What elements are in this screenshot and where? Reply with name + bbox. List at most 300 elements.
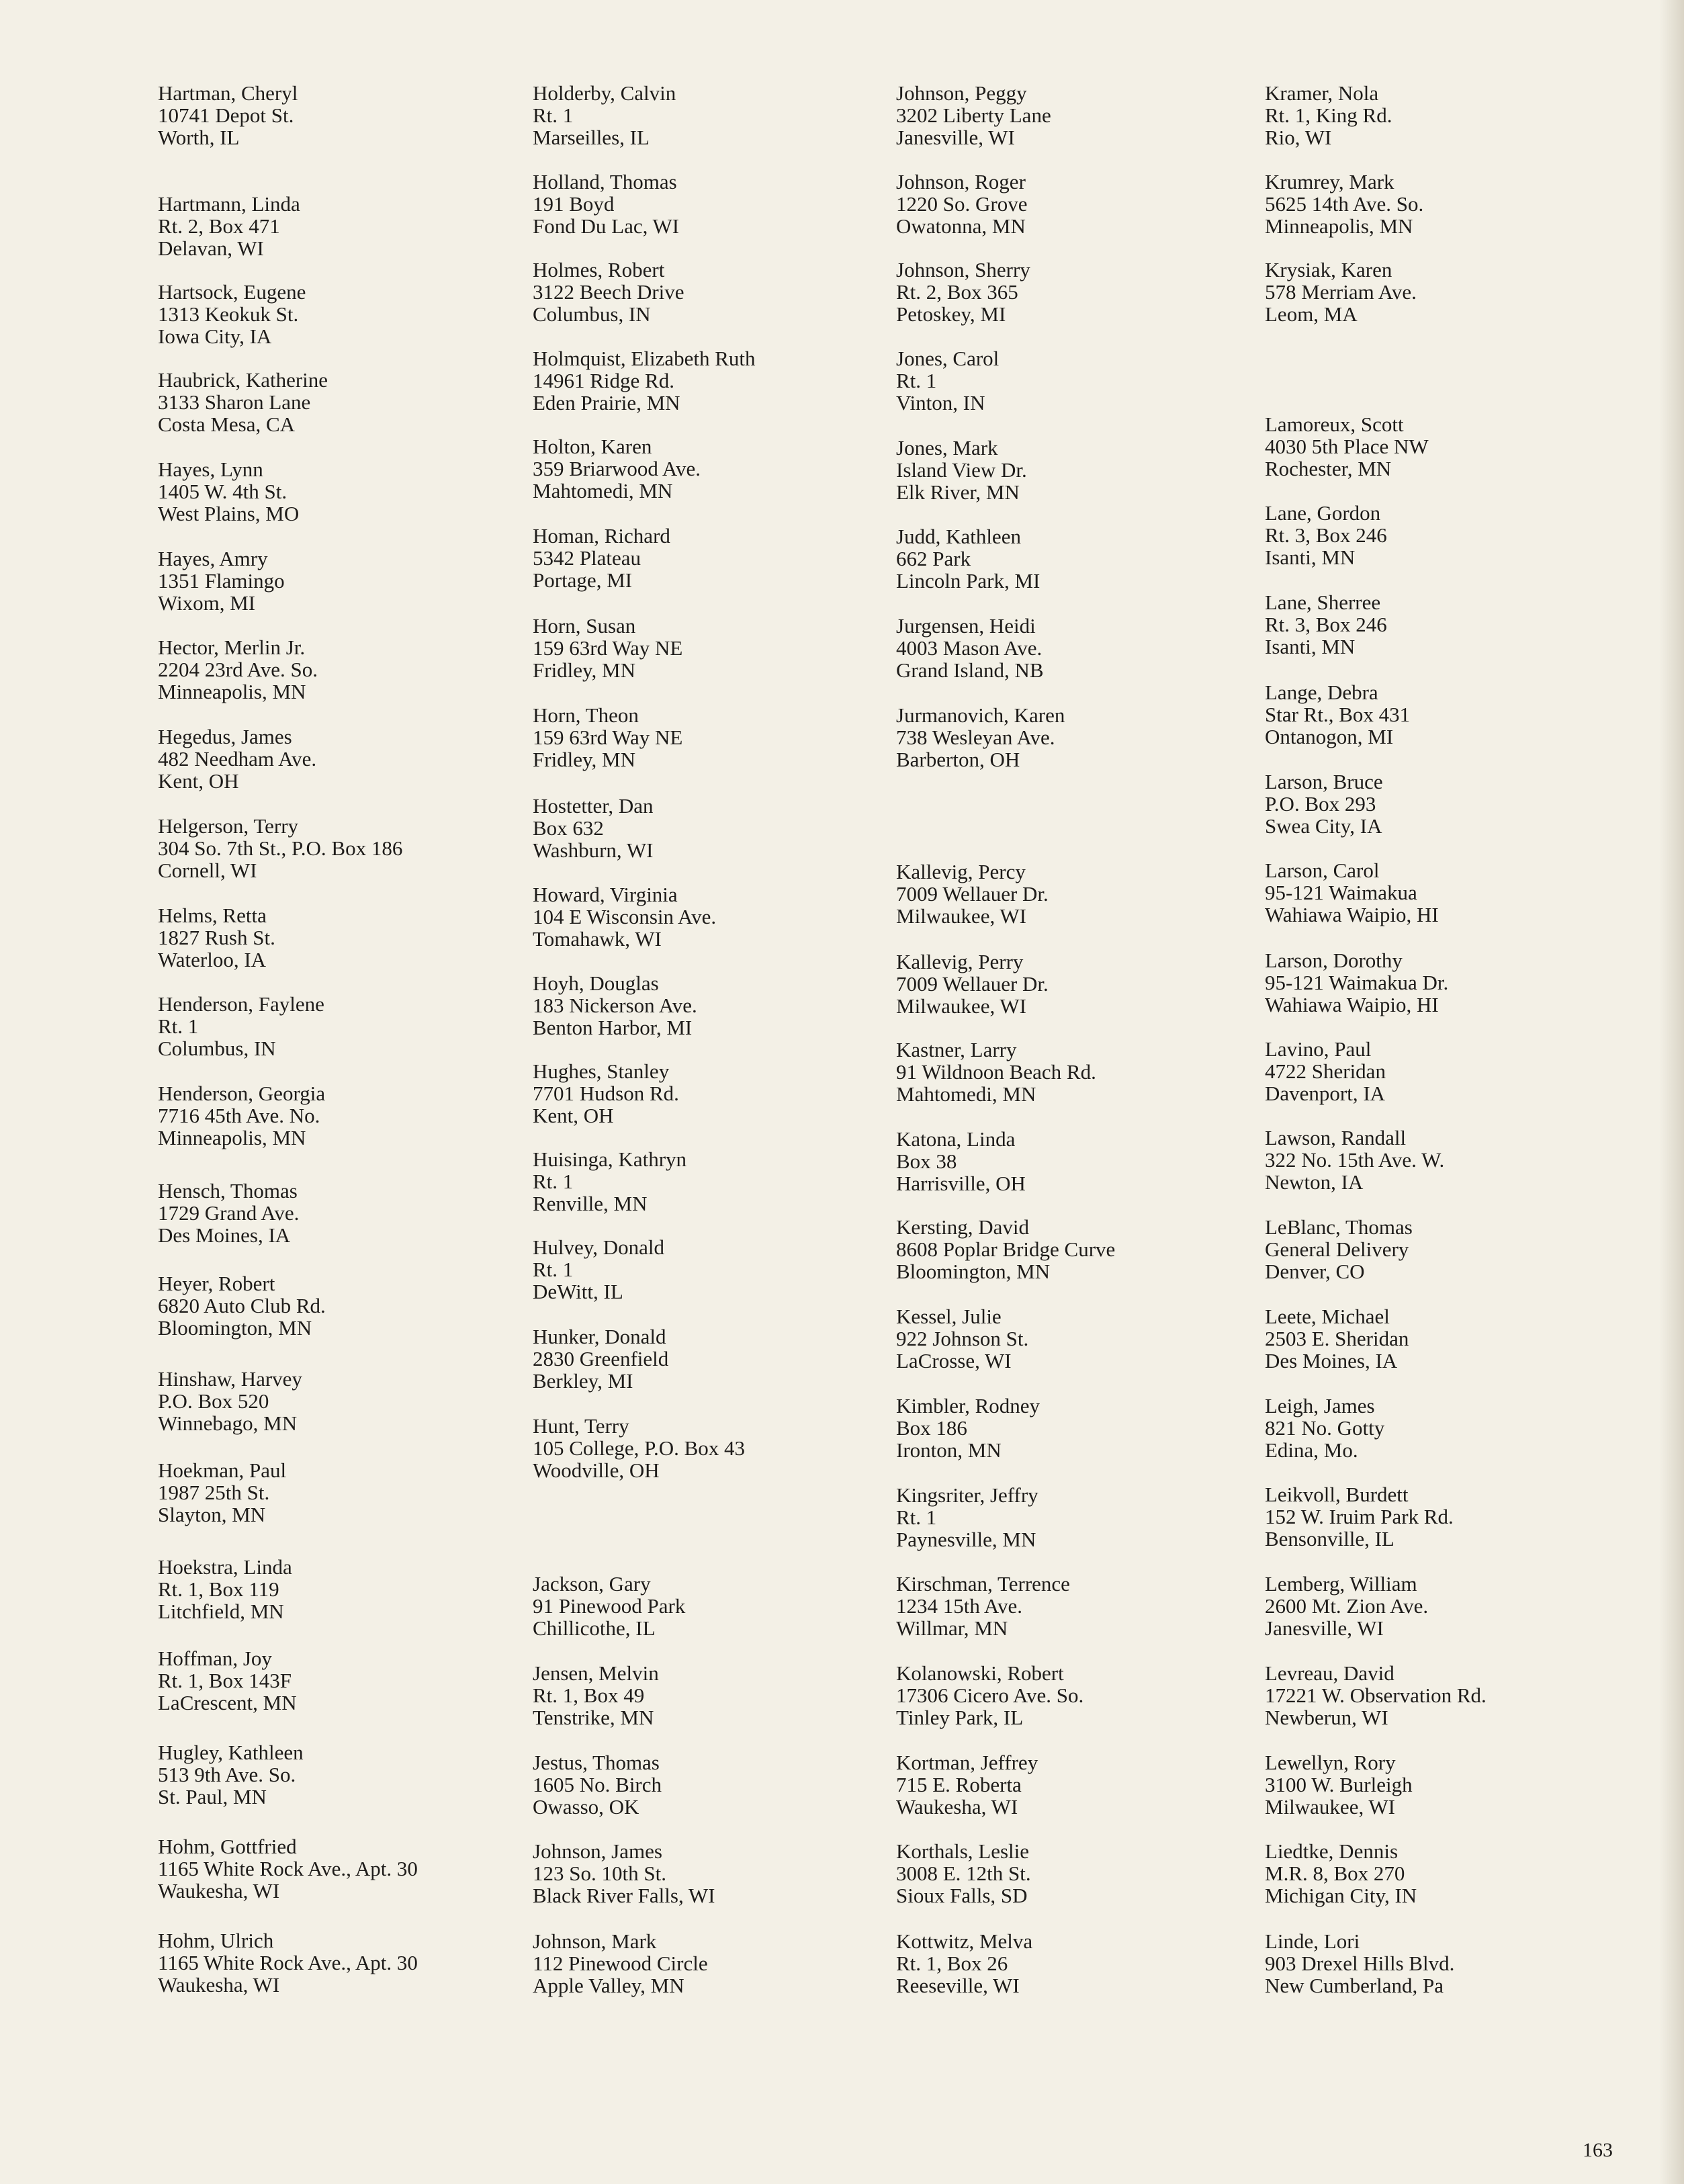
directory-entry <box>158 548 285 614</box>
entry-name: Hulvey, Donald <box>533 1235 665 1259</box>
directory-entry <box>896 82 1051 148</box>
entry-name: Kirschman, Terrence <box>896 1572 1070 1596</box>
entry-address: 922 Johnson St. <box>896 1327 1029 1350</box>
entry-name: Kersting, David <box>896 1215 1030 1239</box>
entry-address: 322 No. 15th Ave. W. <box>1265 1148 1445 1172</box>
entry-address: Rt. 3, Box 246 <box>1265 613 1387 636</box>
entry-city-state: Paynesville, MN <box>896 1528 1036 1551</box>
directory-entry <box>158 904 275 971</box>
entry-name: Howard, Virginia <box>533 883 678 906</box>
entry-name: Jurgensen, Heidi <box>896 614 1036 638</box>
entry-address: 123 So. 10th St. <box>533 1862 666 1885</box>
entry-city-state: St. Paul, MN <box>158 1785 267 1808</box>
entry-address: 1987 25th St. <box>158 1481 270 1504</box>
entry-address: 1165 White Rock Ave., Apt. 30 <box>158 1951 418 1974</box>
entry-address: 4003 Mason Ave. <box>896 636 1043 660</box>
entry-address: General Delivery <box>1265 1237 1409 1261</box>
directory-entry <box>158 1929 418 1996</box>
directory-entry <box>158 1180 299 1246</box>
entry-address: 7009 Wellauer Dr. <box>896 882 1049 906</box>
directory-entry <box>896 1305 1028 1372</box>
entry-city-state: Isanti, MN <box>1265 545 1356 569</box>
entry-city-state: Edina, Mo. <box>1265 1438 1358 1462</box>
entry-name: Kolanowski, Robert <box>896 1661 1064 1685</box>
entry-name: Helgerson, Terry <box>158 814 299 838</box>
entry-address: 10741 Depot St. <box>158 103 294 127</box>
entry-city-state: Willmar, MN <box>896 1616 1008 1640</box>
entry-name: Johnson, James <box>533 1839 662 1863</box>
entry-city-state: New Cumberland, Pa <box>1265 1974 1444 1997</box>
entry-address: Box 38 <box>896 1149 957 1173</box>
directory-entry <box>533 1325 668 1392</box>
directory-entry <box>533 435 701 502</box>
entry-city-state: Fridley, MN <box>533 748 635 771</box>
entry-address: Rt. 1 <box>896 369 937 392</box>
directory-entry <box>1265 1930 1454 1997</box>
entry-city-state: Benton Harbor, MI <box>533 1016 693 1039</box>
entry-address: 1220 So. Grove <box>896 192 1028 216</box>
entry-address: Rt. 3, Box 246 <box>1265 523 1387 547</box>
page-number: 163 <box>1583 2139 1613 2161</box>
directory-column-1 <box>158 0 534 2184</box>
entry-city-state: Newberun, WI <box>1265 1706 1388 1729</box>
entry-name: Johnson, Mark <box>533 1929 657 1953</box>
entry-name: Hayes, Amry <box>158 547 268 570</box>
directory-entry <box>1265 413 1429 480</box>
entry-name: Hoekstra, Linda <box>158 1555 292 1579</box>
entry-name: Leigh, James <box>1265 1394 1375 1417</box>
entry-address: 1827 Rush St. <box>158 926 275 949</box>
directory-entry <box>158 1272 326 1339</box>
directory-entry <box>896 704 1065 771</box>
entry-name: Leikvoll, Burdett <box>1265 1483 1409 1506</box>
entry-name: Jones, Mark <box>896 436 998 460</box>
entry-city-state: Black River Falls, WI <box>533 1884 715 1907</box>
directory-entry <box>896 615 1044 681</box>
directory-entry <box>158 458 299 525</box>
entry-address: Rt. 1 <box>533 1170 574 1193</box>
directory-entry <box>158 993 324 1059</box>
entry-name: Hensch, Thomas <box>158 1179 298 1203</box>
entry-name: Korthals, Leslie <box>896 1839 1030 1863</box>
entry-name: Hegedus, James <box>158 725 292 748</box>
entry-city-state: Ironton, MN <box>896 1438 1002 1462</box>
entry-address: Rt. 1, King Rd. <box>1265 103 1392 127</box>
directory-entry <box>1265 1573 1428 1639</box>
entry-address: Rt. 1, Box 26 <box>896 1952 1008 1975</box>
entry-name: Hoyh, Douglas <box>533 971 659 995</box>
directory-entry <box>533 1930 708 1997</box>
entry-city-state: Bloomington, MN <box>158 1316 312 1340</box>
directory-entry <box>533 1840 715 1907</box>
entry-address: 821 No. Gotty <box>1265 1416 1385 1440</box>
directory-entry <box>1265 949 1448 1016</box>
entry-address: Box 186 <box>896 1416 967 1440</box>
directory-entry <box>1265 1216 1413 1282</box>
entry-city-state: Columbus, IN <box>158 1037 276 1060</box>
directory-entry <box>158 726 316 792</box>
entry-address: 17221 W. Observation Rd. <box>1265 1684 1487 1707</box>
entry-city-state: Chillicothe, IL <box>533 1616 656 1640</box>
entry-city-state: Minneapolis, MN <box>158 680 306 703</box>
entry-name: Krysiak, Karen <box>1265 258 1392 281</box>
directory-entry <box>896 1395 1040 1461</box>
entry-city-state: Washburn, WI <box>533 838 654 862</box>
entry-name: Horn, Theon <box>533 703 639 727</box>
entry-address: 1351 Flamingo <box>158 569 285 593</box>
entry-name: Hohm, Gottfried <box>158 1835 297 1858</box>
directory-entry <box>896 1128 1026 1194</box>
entry-name: Jackson, Gary <box>533 1572 651 1596</box>
directory-entry <box>896 1930 1032 1997</box>
entry-address: P.O. Box 520 <box>158 1389 269 1413</box>
directory-entry <box>1265 681 1410 748</box>
entry-name: Larson, Bruce <box>1265 770 1383 793</box>
entry-city-state: LaCrosse, WI <box>896 1349 1012 1372</box>
entry-city-state: Winnebago, MN <box>158 1411 298 1435</box>
entry-address: 715 E. Roberta <box>896 1773 1022 1796</box>
entry-city-state: Waukesha, WI <box>158 1973 280 1997</box>
entry-city-state: Janesville, WI <box>896 126 1015 149</box>
entry-city-state: Michigan City, IN <box>1265 1884 1417 1907</box>
entry-city-state: Costa Mesa, CA <box>158 412 296 436</box>
entry-city-state: Barberton, OH <box>896 748 1020 771</box>
entry-name: Lange, Debra <box>1265 681 1378 704</box>
entry-address: 4722 Sheridan <box>1265 1059 1386 1083</box>
entry-name: Hostetter, Dan <box>533 794 654 818</box>
entry-city-state: Cornell, WI <box>158 859 257 882</box>
entry-name: Johnson, Roger <box>896 170 1026 193</box>
entry-address: 1405 W. 4th St. <box>158 480 287 503</box>
entry-address: Rt. 1, Box 49 <box>533 1684 645 1707</box>
entry-address: 112 Pinewood Circle <box>533 1952 708 1975</box>
directory-entry <box>1265 1483 1454 1550</box>
entry-city-state: Harrisville, OH <box>896 1172 1026 1195</box>
directory-entry <box>1265 1840 1417 1907</box>
entry-address: Rt. 1, Box 143F <box>158 1669 292 1692</box>
entry-address: 7009 Wellauer Dr. <box>896 972 1049 996</box>
entry-city-state: Woodville, OH <box>533 1458 660 1482</box>
entry-address: 3100 W. Burleigh <box>1265 1773 1413 1796</box>
entry-name: Holmquist, Elizabeth Ruth <box>533 347 756 370</box>
entry-address: 2503 E. Sheridan <box>1265 1327 1409 1350</box>
entry-name: Lane, Sherree <box>1265 591 1381 614</box>
entry-city-state: Petoskey, MI <box>896 302 1006 326</box>
directory-entry <box>896 525 1040 592</box>
entry-name: Holderby, Calvin <box>533 81 676 105</box>
entry-city-state: Minneapolis, MN <box>1265 214 1413 238</box>
directory-entry <box>158 1741 304 1808</box>
entry-name: Kallevig, Percy <box>896 860 1026 883</box>
directory-entry <box>1265 1751 1413 1818</box>
directory-column-3 <box>896 0 1272 2184</box>
entry-city-state: Apple Valley, MN <box>533 1974 684 1997</box>
directory-entry <box>158 1556 292 1622</box>
directory-entry <box>1265 1127 1444 1193</box>
entry-city-state: Bensonville, IL <box>1265 1527 1394 1550</box>
entry-city-state: Kent, OH <box>158 769 239 793</box>
entry-address: 513 9th Ave. So. <box>158 1763 296 1786</box>
directory-entry <box>158 1082 325 1149</box>
entry-address: Rt. 1 <box>896 1505 937 1529</box>
entry-address: 91 Pinewood Park <box>533 1594 686 1618</box>
entry-name: Holmes, Robert <box>533 258 665 281</box>
entry-name: Katona, Linda <box>896 1127 1016 1151</box>
entry-address: 104 E Wisconsin Ave. <box>533 905 717 928</box>
entry-name: Larson, Dorothy <box>1265 949 1403 972</box>
entry-name: Huisinga, Kathryn <box>533 1147 687 1171</box>
entry-city-state: Columbus, IN <box>533 302 651 326</box>
entry-name: Kortman, Jeffrey <box>896 1751 1038 1774</box>
entry-address: Rt. 2, Box 471 <box>158 214 280 238</box>
directory-entry <box>1265 1395 1384 1461</box>
entry-name: Johnson, Peggy <box>896 81 1027 105</box>
entry-address: 5625 14th Ave. So. <box>1265 192 1424 216</box>
entry-address: Rt. 1, Box 119 <box>158 1577 279 1601</box>
entry-address: 482 Needham Ave. <box>158 747 317 771</box>
entry-city-state: Owatonna, MN <box>896 214 1026 238</box>
entry-address: Rt. 1 <box>158 1014 199 1038</box>
entry-name: Kimbler, Rodney <box>896 1394 1040 1417</box>
entry-address: 105 College, P.O. Box 43 <box>533 1436 746 1460</box>
directory-entry <box>158 369 328 435</box>
entry-address: 91 Wildnoon Beach Rd. <box>896 1060 1096 1084</box>
entry-city-state: Grand Island, NB <box>896 658 1044 682</box>
entry-city-state: Iowa City, IA <box>158 324 272 348</box>
entry-name: Helms, Retta <box>158 904 267 927</box>
entry-city-state: Elk River, MN <box>896 480 1020 504</box>
directory-entry <box>1265 1662 1487 1729</box>
entry-name: LeBlanc, Thomas <box>1265 1215 1413 1239</box>
directory-entry <box>533 972 697 1039</box>
entry-name: Krumrey, Mark <box>1265 170 1394 193</box>
directory-entry <box>896 1484 1038 1550</box>
entry-city-state: Mahtomedi, MN <box>896 1082 1036 1106</box>
entry-city-state: Kent, OH <box>533 1104 614 1127</box>
entry-name: Lewellyn, Rory <box>1265 1751 1396 1774</box>
entry-address: Rt. 1 <box>533 1258 574 1281</box>
directory-entry <box>1265 502 1387 568</box>
entry-name: Hugley, Kathleen <box>158 1741 304 1764</box>
entry-address: Star Rt., Box 431 <box>1265 703 1411 726</box>
entry-city-state: Janesville, WI <box>1265 1616 1384 1640</box>
directory-entry <box>533 1415 745 1481</box>
entry-name: Kallevig, Perry <box>896 950 1024 973</box>
entry-name: Haubrick, Katherine <box>158 368 328 392</box>
entry-name: Linde, Lori <box>1265 1929 1360 1953</box>
directory-entry <box>158 193 300 259</box>
entry-address: 3122 Beech Drive <box>533 280 684 304</box>
directory-entry <box>1265 591 1387 658</box>
entry-city-state: Bloomington, MN <box>896 1260 1051 1283</box>
entry-city-state: Lincoln Park, MI <box>896 569 1040 593</box>
entry-name: Henderson, Georgia <box>158 1082 326 1105</box>
directory-entry <box>533 1236 664 1303</box>
entry-city-state: Minneapolis, MN <box>158 1126 306 1149</box>
directory-entry <box>896 951 1049 1017</box>
entry-address: 14961 Ridge Rd. <box>533 369 674 392</box>
entry-city-state: Vinton, IN <box>896 391 985 414</box>
entry-city-state: West Plains, MO <box>158 502 300 525</box>
entry-name: Heyer, Robert <box>158 1272 275 1295</box>
entry-address: 152 W. Iruim Park Rd. <box>1265 1505 1454 1528</box>
entry-name: Kramer, Nola <box>1265 81 1379 105</box>
entry-address: 4030 5th Place NW <box>1265 435 1429 458</box>
entry-address: 1234 15th Ave. <box>896 1594 1022 1618</box>
entry-name: Liedtke, Dennis <box>1265 1839 1399 1863</box>
entry-address: 3202 Liberty Lane <box>896 103 1051 127</box>
entry-name: Leete, Michael <box>1265 1305 1390 1328</box>
entry-address: Rt. 2, Box 365 <box>896 280 1018 304</box>
directory-entry <box>896 861 1049 927</box>
entry-address: 359 Briarwood Ave. <box>533 457 701 480</box>
entry-city-state: Ontanogon, MI <box>1265 725 1394 748</box>
entry-name: Lavino, Paul <box>1265 1037 1372 1061</box>
entry-address: 3133 Sharon Lane <box>158 390 311 414</box>
directory-entry <box>158 1647 297 1714</box>
directory-entry <box>896 1751 1038 1818</box>
entry-address: 1729 Grand Ave. <box>158 1201 300 1225</box>
entry-city-state: Isanti, MN <box>1265 635 1356 658</box>
directory-entry <box>896 1216 1115 1282</box>
entry-city-state: Fridley, MN <box>533 658 635 682</box>
entry-city-state: Delavan, WI <box>158 236 264 260</box>
directory-entry <box>1265 1038 1386 1104</box>
entry-name: Hinshaw, Harvey <box>158 1367 302 1391</box>
directory-entry <box>158 82 298 148</box>
directory-entry <box>1265 771 1383 837</box>
entry-address: 578 Merriam Ave. <box>1265 280 1417 304</box>
directory-entry <box>1265 82 1392 148</box>
directory-entry <box>533 704 682 771</box>
directory-entry <box>533 525 670 591</box>
entry-city-state: Berkley, MI <box>533 1369 633 1393</box>
entry-name: Lawson, Randall <box>1265 1126 1407 1149</box>
directory-entry <box>533 347 756 414</box>
directory-entry <box>1265 859 1439 926</box>
entry-city-state: Renville, MN <box>533 1192 648 1215</box>
entry-address: 304 So. 7th St., P.O. Box 186 <box>158 836 403 860</box>
directory-entry <box>158 1835 418 1902</box>
entry-address: 1313 Keokuk St. <box>158 302 299 326</box>
entry-city-state: Slayton, MN <box>158 1503 266 1526</box>
entry-city-state: Milwaukee, WI <box>1265 1795 1395 1819</box>
entry-name: Lemberg, William <box>1265 1572 1417 1596</box>
directory-entry <box>896 437 1027 503</box>
directory-entry <box>896 1840 1031 1907</box>
entry-name: Hartmann, Linda <box>158 192 300 216</box>
entry-name: Hunt, Terry <box>533 1414 629 1438</box>
entry-name: Homan, Richard <box>533 524 670 548</box>
entry-city-state: Owasso, OK <box>533 1795 639 1819</box>
directory-entry <box>533 259 684 325</box>
entry-address: 2830 Greenfield <box>533 1347 669 1370</box>
directory-entry <box>1265 1305 1409 1372</box>
entry-city-state: Eden Prairie, MN <box>533 391 680 414</box>
entry-address: 159 63rd Way NE <box>533 636 683 660</box>
entry-city-state: Marseilles, IL <box>533 126 650 149</box>
directory-entry <box>158 1368 302 1434</box>
entry-city-state: Worth, IL <box>158 126 240 149</box>
entry-address: 95-121 Waimakua Dr. <box>1265 971 1449 994</box>
entry-city-state: Tomahawk, WI <box>533 927 662 951</box>
entry-name: Kottwitz, Melva <box>896 1929 1033 1953</box>
entry-name: Hartman, Cheryl <box>158 81 298 105</box>
entry-city-state: Rio, WI <box>1265 126 1332 149</box>
entry-name: Levreau, David <box>1265 1661 1394 1685</box>
directory-entry <box>896 171 1027 237</box>
directory-entry <box>158 281 306 347</box>
entry-city-state: DeWitt, IL <box>533 1280 623 1303</box>
entry-city-state: Waukesha, WI <box>158 1879 280 1903</box>
entry-address: 1165 White Rock Ave., Apt. 30 <box>158 1857 418 1880</box>
directory-column-2 <box>533 0 909 2184</box>
entry-city-state: Milwaukee, WI <box>896 904 1026 928</box>
entry-name: Horn, Susan <box>533 614 636 638</box>
entry-address: 5342 Plateau <box>533 546 641 570</box>
entry-address: 3008 E. 12th St. <box>896 1862 1031 1885</box>
entry-city-state: Waterloo, IA <box>158 948 267 971</box>
entry-city-state: Portage, MI <box>533 568 633 592</box>
entry-city-state: Wahiawa Waipio, HI <box>1265 903 1439 926</box>
entry-address: 183 Nickerson Ave. <box>533 994 697 1017</box>
entry-name: Hector, Merlin Jr. <box>158 636 306 659</box>
entry-name: Hughes, Stanley <box>533 1059 670 1083</box>
entry-name: Kastner, Larry <box>896 1038 1017 1061</box>
entry-city-state: Fond Du Lac, WI <box>533 214 680 238</box>
directory-entry <box>533 171 679 237</box>
entry-address: 17306 Cicero Ave. So. <box>896 1684 1084 1707</box>
entry-address: 662 Park <box>896 547 971 570</box>
entry-name: Jestus, Thomas <box>533 1751 660 1774</box>
directory-column-4 <box>1265 0 1641 2184</box>
entry-city-state: LaCrescent, MN <box>158 1691 297 1714</box>
directory-entry <box>896 347 999 414</box>
entry-city-state: Newton, IA <box>1265 1170 1364 1194</box>
entry-address: P.O. Box 293 <box>1265 792 1376 816</box>
entry-name: Henderson, Faylene <box>158 992 324 1016</box>
directory-entry <box>158 1459 286 1526</box>
directory-entry <box>1265 259 1417 325</box>
entry-city-state: Tenstrike, MN <box>533 1706 654 1729</box>
entry-city-state: Reeseville, WI <box>896 1974 1020 1997</box>
entry-city-state: Denver, CO <box>1265 1260 1365 1283</box>
entry-address: 159 63rd Way NE <box>533 726 683 749</box>
entry-name: Judd, Kathleen <box>896 525 1021 548</box>
entry-name: Johnson, Sherry <box>896 258 1030 281</box>
directory-entry <box>896 1573 1070 1639</box>
entry-address: Rt. 1 <box>533 103 574 127</box>
entry-city-state: Tinley Park, IL <box>896 1706 1024 1729</box>
entry-city-state: Sioux Falls, SD <box>896 1884 1028 1907</box>
entry-city-state: Davenport, IA <box>1265 1082 1386 1105</box>
entry-city-state: Wixom, MI <box>158 591 256 615</box>
entry-name: Holton, Karen <box>533 435 652 458</box>
entry-name: Holland, Thomas <box>533 170 677 193</box>
entry-city-state: Swea City, IA <box>1265 814 1382 838</box>
entry-address: M.R. 8, Box 270 <box>1265 1862 1405 1885</box>
entry-address: 738 Wesleyan Ave. <box>896 726 1055 749</box>
entry-address: 903 Drexel Hills Blvd. <box>1265 1952 1455 1975</box>
entry-name: Hartsock, Eugene <box>158 280 306 304</box>
page-edge-shadow <box>1659 0 1684 2184</box>
entry-address: 1605 No. Birch <box>533 1773 662 1796</box>
entry-name: Hoekman, Paul <box>158 1458 287 1482</box>
directory-entry <box>533 795 654 861</box>
entry-city-state: Waukesha, WI <box>896 1795 1018 1819</box>
entry-address: 2600 Mt. Zion Ave. <box>1265 1594 1429 1618</box>
directory-entry <box>158 815 402 881</box>
